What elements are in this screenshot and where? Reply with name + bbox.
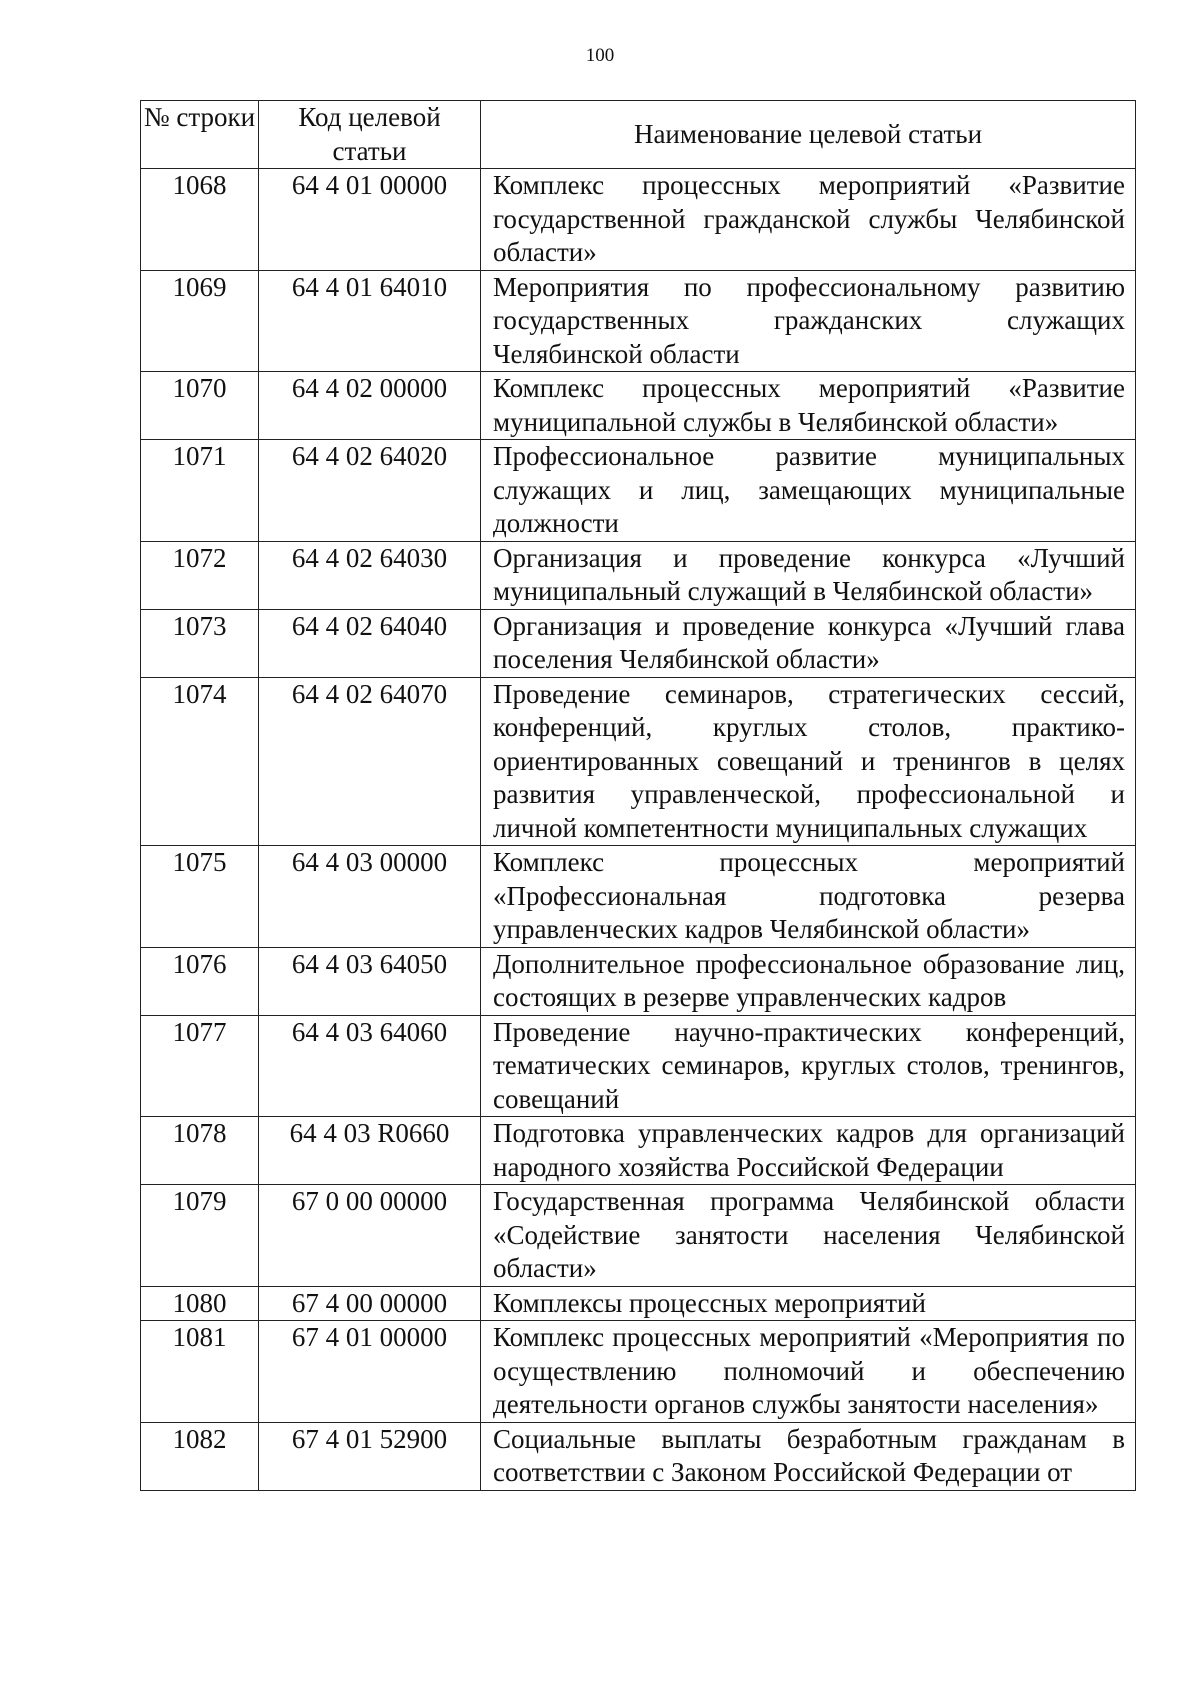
article-name: Профессиональное развитие муниципальных служащих и лиц, замещающих муниципальные должности: [481, 440, 1136, 542]
row-number: 1078: [141, 1117, 259, 1185]
table-row: [141, 1117, 1136, 1185]
article-code: 64 4 03 R0660: [259, 1117, 481, 1185]
article-code: 67 4 01 00000: [259, 1321, 481, 1423]
article-name: Государственная программа Челябинской области «Содействие занятости населения Челябинской области»: [481, 1185, 1136, 1287]
article-name: Комплекс процессных мероприятий «Развитие муниципальной службы в Челябинской области»: [481, 372, 1136, 440]
article-name: Дополнительное профессиональное образование лиц, состоящих в резерве управленческих кадров: [481, 947, 1136, 1015]
page-number: 100: [585, 45, 615, 66]
table-row: [141, 609, 1136, 677]
article-name: Подготовка управленческих кадров для организаций народного хозяйства Российской Федерации: [481, 1117, 1136, 1185]
row-number: 1082: [141, 1422, 259, 1490]
table-row: [141, 846, 1136, 948]
article-code: 64 4 02 64040: [259, 609, 481, 677]
article-name: Комплекс процессных мероприятий «Развитие государственной гражданской службы Челябинской области»: [481, 169, 1136, 271]
row-number: 1077: [141, 1015, 259, 1117]
article-name: Проведение научно-практических конференций, тематических семинаров, круглых столов, тренингов, совещаний: [481, 1015, 1136, 1117]
row-number: 1069: [141, 270, 259, 372]
article-code: 64 4 02 64070: [259, 677, 481, 846]
table-row: [141, 270, 1136, 372]
table-row: [141, 1015, 1136, 1117]
article-name: Комплексы процессных мероприятий: [481, 1286, 1136, 1321]
table-row: [141, 1185, 1136, 1287]
table-row: [141, 1422, 1136, 1490]
article-code: 64 4 02 00000: [259, 372, 481, 440]
article-code: 67 4 01 52900: [259, 1422, 481, 1490]
row-number: 1079: [141, 1185, 259, 1287]
table-row: [141, 1321, 1136, 1423]
table-row: [141, 1286, 1136, 1321]
article-name: Организация и проведение конкурса «Лучший глава поселения Челябинской области»: [481, 609, 1136, 677]
article-name: Социальные выплаты безработным гражданам в соответствии с Законом Российской Федерации от: [481, 1422, 1136, 1490]
header-row-number: № строки: [141, 101, 259, 169]
table-row: [141, 947, 1136, 1015]
target-articles-table: [140, 100, 1136, 1491]
header-article-name: Наименование целевой статьи: [481, 101, 1136, 169]
row-number: 1081: [141, 1321, 259, 1423]
table-body: [141, 169, 1136, 1491]
table-row: [141, 541, 1136, 609]
article-name: Комплекс процессных мероприятий «Мероприятия по осуществлению полномочий и обеспечению деятельности органов службы занятости населения»: [481, 1321, 1136, 1423]
article-code: 67 4 00 00000: [259, 1286, 481, 1321]
article-name: Организация и проведение конкурса «Лучший муниципальный служащий в Челябинской области»: [481, 541, 1136, 609]
row-number: 1080: [141, 1286, 259, 1321]
row-number: 1068: [141, 169, 259, 271]
article-code: 64 4 01 64010: [259, 270, 481, 372]
table-row: [141, 372, 1136, 440]
article-code: 64 4 03 00000: [259, 846, 481, 948]
row-number: 1071: [141, 440, 259, 542]
article-code: 64 4 03 64060: [259, 1015, 481, 1117]
article-name: Комплекс процессных мероприятий «Профессиональная подготовка резерва управленческих кадров Челябинской области»: [481, 846, 1136, 948]
row-number: 1074: [141, 677, 259, 846]
row-number: 1070: [141, 372, 259, 440]
article-code: 64 4 01 00000: [259, 169, 481, 271]
article-name: Проведение семинаров, стратегических сессий, конференций, круглых столов, практико-ориентированных совещаний и тренингов в целях развития управленческой, профессиональной и личной компетентности муниципальных служащих: [481, 677, 1136, 846]
table-row: [141, 677, 1136, 846]
article-name: Мероприятия по профессиональному развитию государственных гражданских служащих Челябинской области: [481, 270, 1136, 372]
row-number: 1076: [141, 947, 259, 1015]
header-article-code: Код целевой статьи: [259, 101, 481, 169]
row-number: 1072: [141, 541, 259, 609]
table-header-row: [141, 101, 1136, 169]
row-number: 1073: [141, 609, 259, 677]
article-code: 64 4 02 64030: [259, 541, 481, 609]
table-row: [141, 169, 1136, 271]
table-row: [141, 440, 1136, 542]
article-code: 67 0 00 00000: [259, 1185, 481, 1287]
article-code: 64 4 03 64050: [259, 947, 481, 1015]
row-number: 1075: [141, 846, 259, 948]
article-code: 64 4 02 64020: [259, 440, 481, 542]
